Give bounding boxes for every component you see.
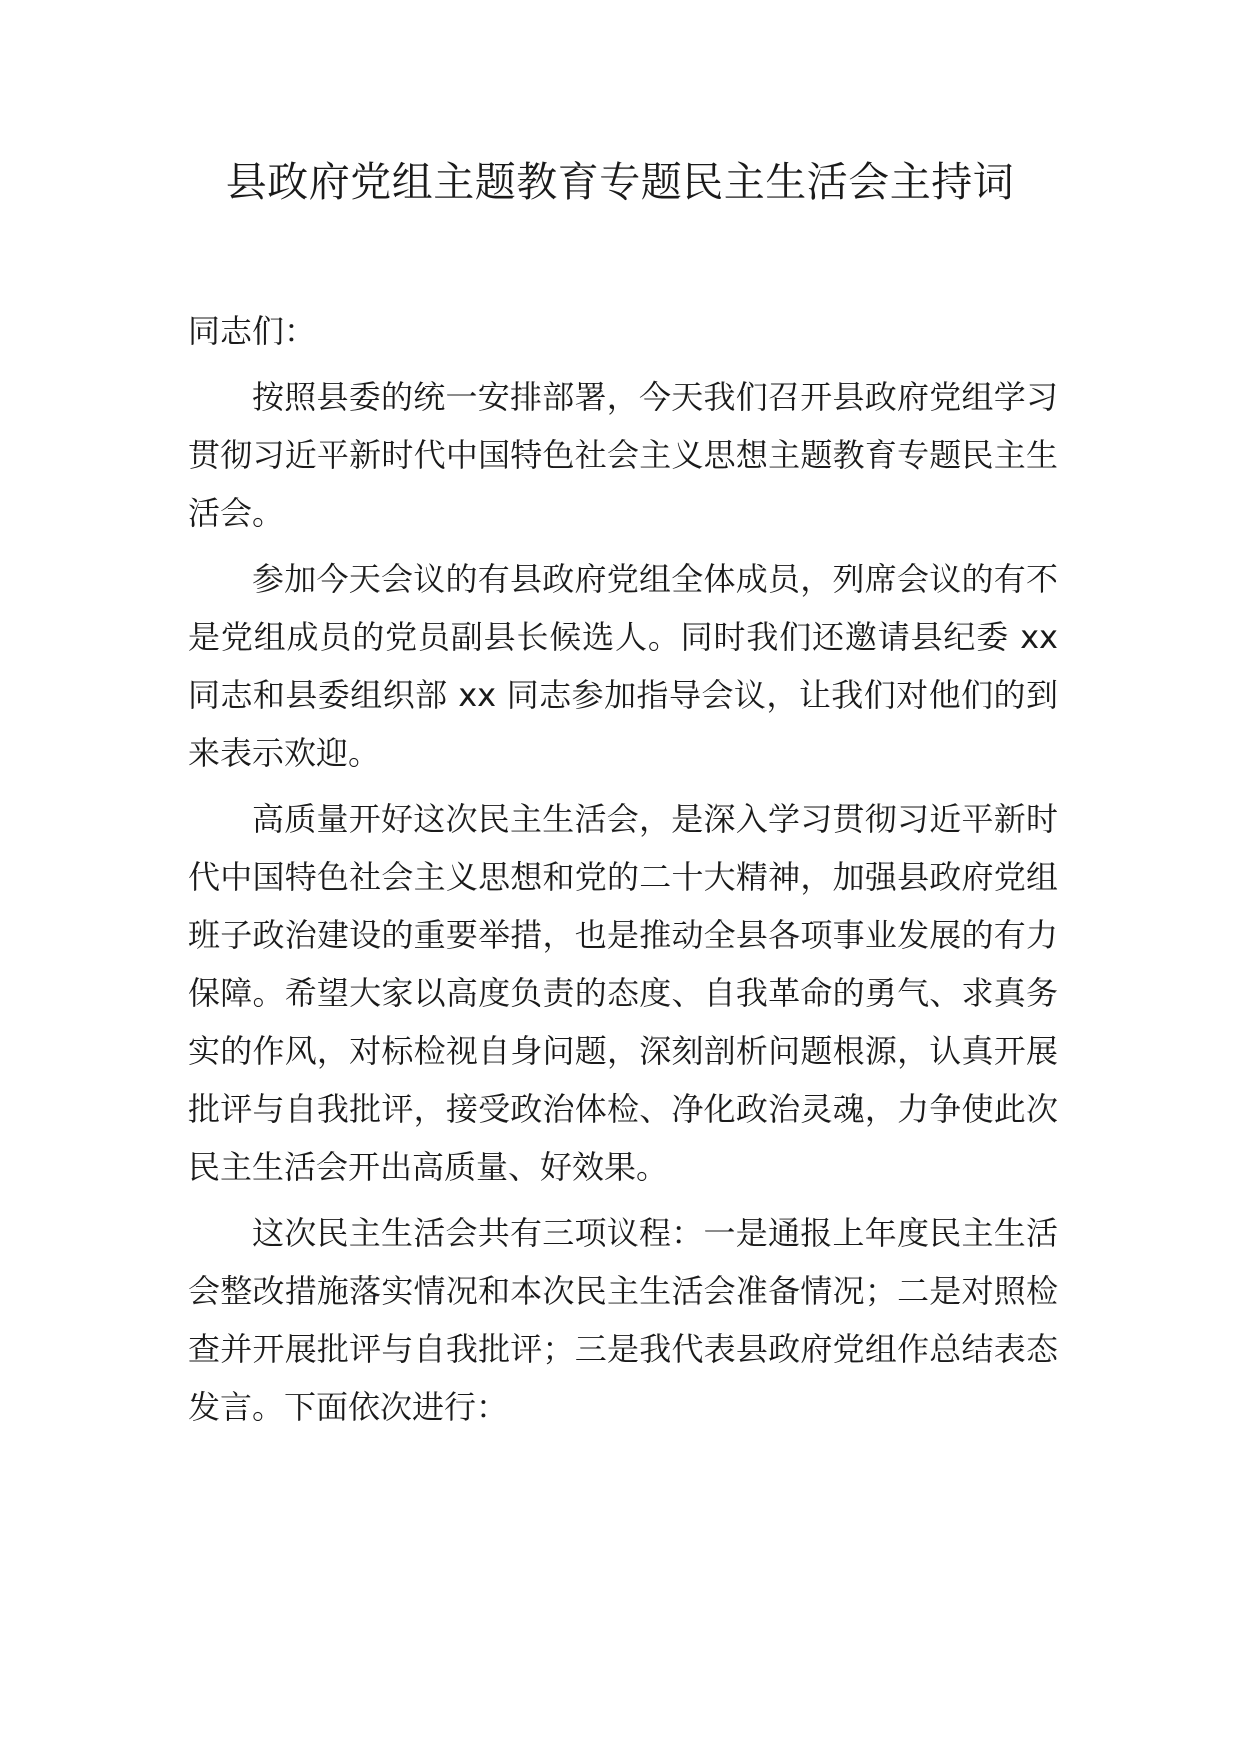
document-title: 县政府党组主题教育专题民主生活会主持词 (225, 158, 1015, 206)
salutation: 同志们： (188, 312, 317, 350)
paragraph-significance: 高质量开好这次民主生活会，是深入学习贯彻习近平新时代中国特色社会主义思想和党的二十大精神，加强县政府党组班子政治建设的重要举措，也是推动全县各项事业发展的有力保障。希望大家以高度负责的态度、自我革命的勇气、求真务实的作风，对标检视自身问题，深刻剖析问题根源，认真开展批评与自我批评，接受政治体检、净化政治灵魂，力争使此次民主生活会开出高质量、好效果。 (188, 800, 1058, 1186)
paragraph-opening: 按照县委的统一安排部署，今天我们召开县政府党组学习贯彻习近平新时代中国特色社会主义思想主题教育专题民主生活会。 (188, 378, 1058, 532)
document-body (188, 302, 1058, 1444)
paragraph-attendees: 参加今天会议的有县政府党组全体成员，列席会议的有不是党组成员的党员副县长候选人。同时我们还邀请县纪委 xx 同志和县委组织部 xx 同志参加指导会议，让我们对他们的到来表示欢迎。 (188, 560, 1058, 772)
paragraph-agenda: 这次民主生活会共有三项议程：一是通报上年度民主生活会整改措施落实情况和本次民主生活会准备情况；二是对照检查并开展批评与自我批评；三是我代表县政府党组作总结表态发言。下面依次进行： (188, 1214, 1058, 1426)
